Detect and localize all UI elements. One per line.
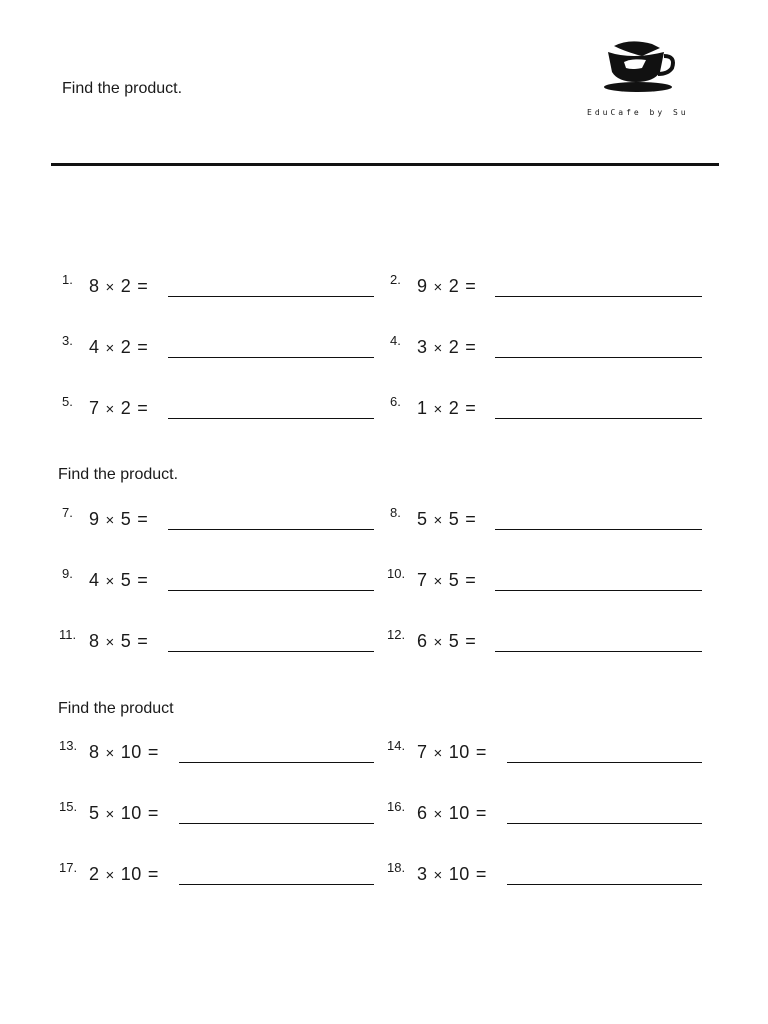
problem-number: 16. — [387, 799, 406, 814]
problem-10 — [387, 566, 705, 596]
answer-line[interactable] — [507, 884, 702, 885]
problem-expression: 7 × 10 = — [417, 742, 487, 762]
problem-number: 8. — [390, 505, 401, 520]
problem-expression: 2 × 10 = — [89, 864, 159, 884]
header-instruction: Find the product. — [62, 80, 183, 97]
problem-expression: 4 × 5 = — [89, 570, 149, 590]
problem-number: 6. — [390, 394, 401, 409]
problem-18 — [387, 860, 705, 890]
answer-line[interactable] — [495, 651, 702, 652]
problem-expression: 6 × 10 = — [417, 803, 487, 823]
problem-expression: 8 × 5 = — [89, 631, 149, 651]
problem-number: 4. — [390, 333, 401, 348]
problem-6 — [390, 394, 705, 424]
answer-line[interactable] — [168, 357, 374, 358]
problem-expression: 5 × 10 = — [89, 803, 159, 823]
problem-number: 12. — [387, 627, 406, 642]
problem-expression: 4 × 2 = — [89, 337, 149, 357]
problem-1 — [62, 272, 377, 302]
answer-line[interactable] — [168, 418, 374, 419]
answer-line[interactable] — [507, 762, 702, 763]
answer-line[interactable] — [168, 529, 374, 530]
problem-16 — [387, 799, 705, 829]
answer-line[interactable] — [495, 590, 702, 591]
problem-expression: 9 × 2 = — [417, 276, 477, 296]
problem-expression: 8 × 2 = — [89, 276, 149, 296]
problem-2 — [390, 272, 705, 302]
coffee-cup-icon — [602, 38, 676, 94]
problem-number: 14. — [387, 738, 406, 753]
problem-14 — [387, 738, 705, 768]
problem-7 — [62, 505, 377, 535]
problem-number: 2. — [390, 272, 401, 287]
problem-number: 3. — [62, 333, 73, 348]
problem-number: 15. — [59, 799, 78, 814]
answer-line[interactable] — [179, 884, 374, 885]
problem-number: 18. — [387, 860, 406, 875]
problem-13 — [59, 738, 377, 768]
problem-17 — [59, 860, 377, 890]
answer-line[interactable] — [179, 823, 374, 824]
problem-number: 9. — [62, 566, 73, 581]
problem-number: 1. — [62, 272, 73, 287]
problem-expression: 3 × 10 = — [417, 864, 487, 884]
answer-line[interactable] — [495, 357, 702, 358]
answer-line[interactable] — [168, 651, 374, 652]
problem-4 — [390, 333, 705, 363]
problem-12 — [387, 627, 705, 657]
problem-number: 5. — [62, 394, 73, 409]
problem-5 — [62, 394, 377, 424]
answer-line[interactable] — [495, 296, 702, 297]
problem-8 — [390, 505, 705, 535]
section-title: Find the product — [58, 700, 174, 717]
problem-expression: 9 × 5 = — [89, 509, 149, 529]
answer-line[interactable] — [507, 823, 702, 824]
answer-line[interactable] — [179, 762, 374, 763]
answer-line[interactable] — [495, 418, 702, 419]
answer-line[interactable] — [168, 296, 374, 297]
logo-text: EduCafe by Su — [587, 108, 689, 117]
problem-number: 13. — [59, 738, 78, 753]
problem-expression: 6 × 5 = — [417, 631, 477, 651]
problem-3 — [62, 333, 377, 363]
problem-number: 10. — [387, 566, 406, 581]
problem-number: 11. — [59, 627, 77, 642]
answer-line[interactable] — [495, 529, 702, 530]
header-divider — [51, 163, 719, 166]
answer-line[interactable] — [168, 590, 374, 591]
problem-9 — [62, 566, 377, 596]
problem-expression: 7 × 2 = — [89, 398, 149, 418]
problem-11 — [59, 627, 377, 657]
problem-expression: 7 × 5 = — [417, 570, 477, 590]
problem-expression: 3 × 2 = — [417, 337, 477, 357]
problem-number: 7. — [62, 505, 73, 520]
problem-number: 17. — [59, 860, 78, 875]
problem-expression: 8 × 10 = — [89, 742, 159, 762]
problem-expression: 5 × 5 = — [417, 509, 477, 529]
problem-15 — [59, 799, 377, 829]
problem-expression: 1 × 2 = — [417, 398, 477, 418]
section-title: Find the product. — [58, 466, 179, 483]
